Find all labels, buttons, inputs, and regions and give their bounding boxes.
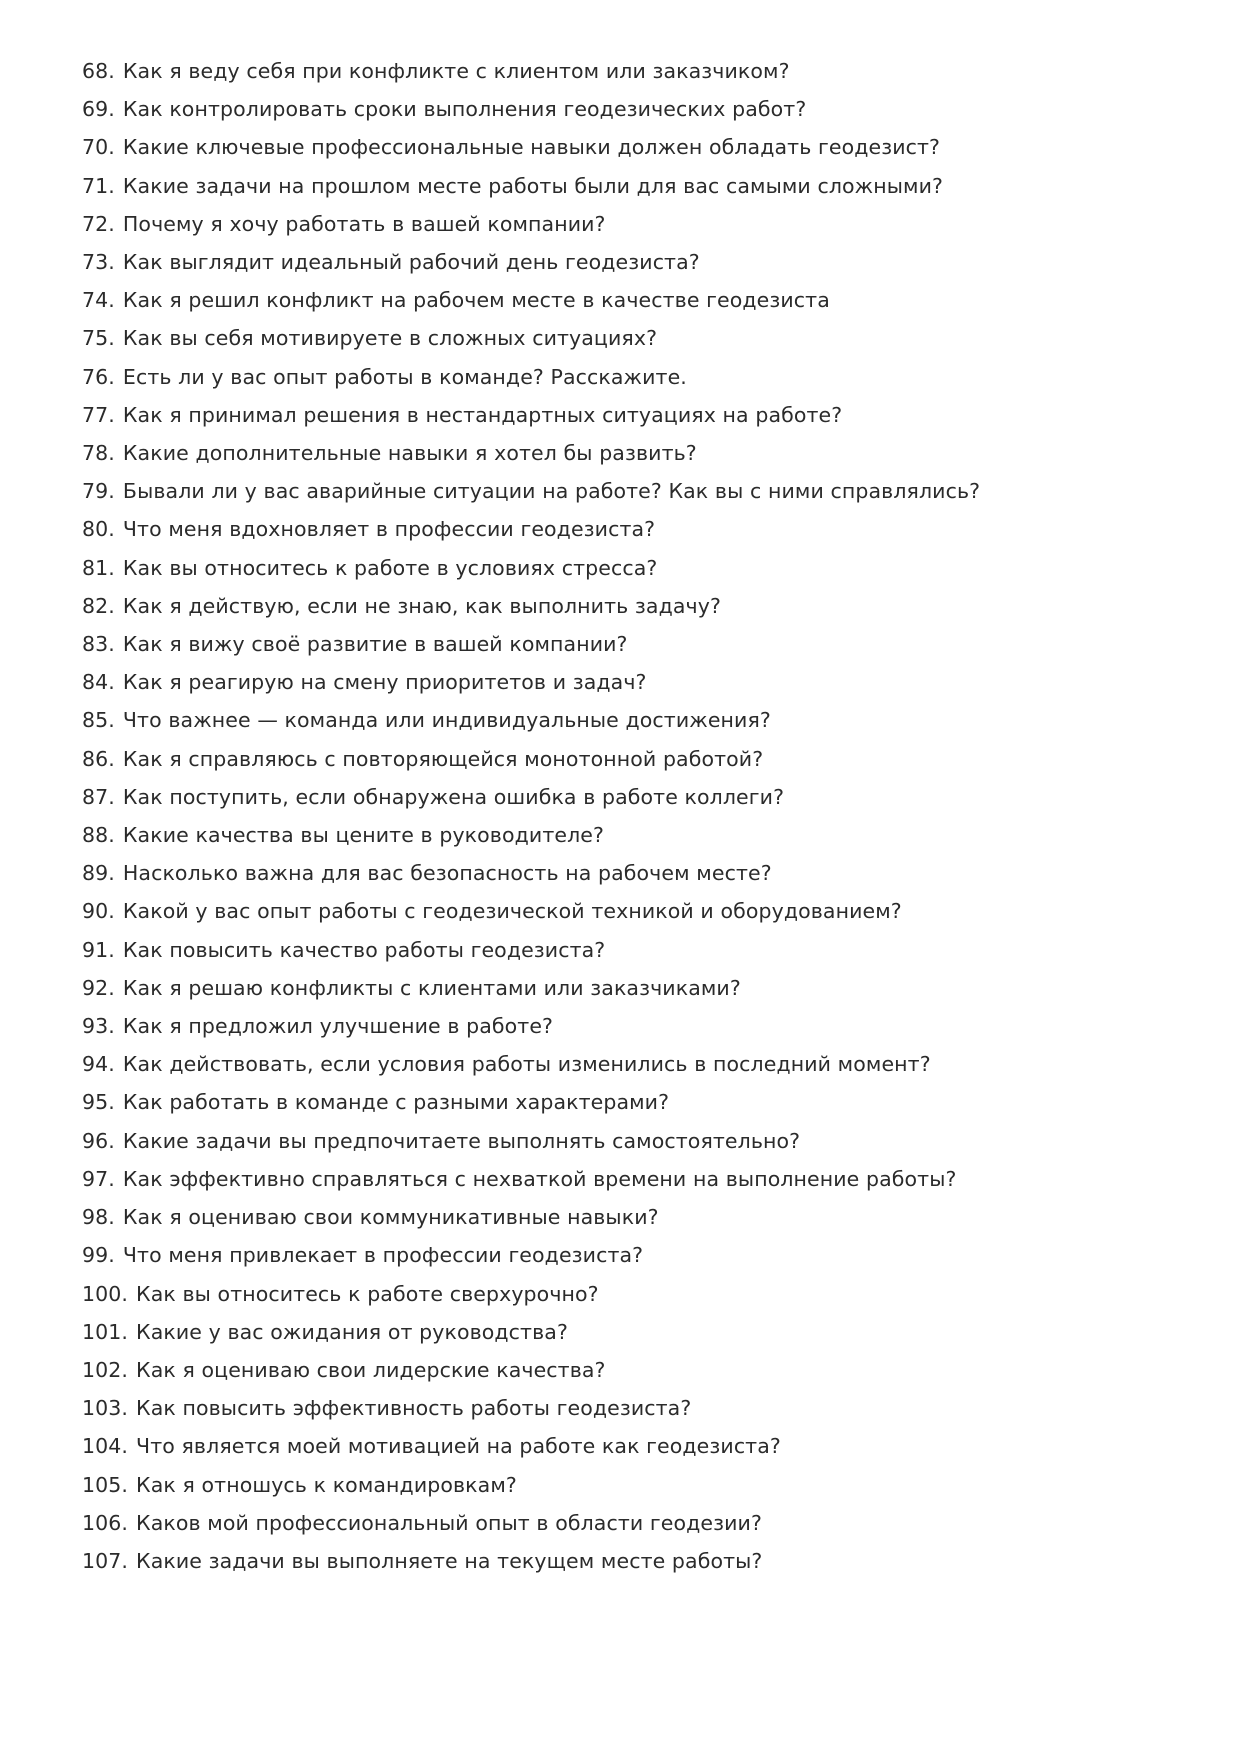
question-item	[82, 1275, 1149, 1313]
question-number: 79.	[82, 479, 115, 504]
question-item	[82, 663, 1149, 701]
question-text: Как работать в команде с разными характерами?	[122, 1090, 670, 1115]
question-number: 85.	[82, 708, 115, 733]
question-item	[82, 549, 1149, 587]
question-number: 98.	[82, 1205, 115, 1230]
question-item	[82, 778, 1149, 816]
question-number: 68.	[82, 59, 115, 83]
question-text: Как я оцениваю свои лидерские качества?	[136, 1357, 606, 1382]
question-number: 94.	[82, 1052, 115, 1077]
question-number: 103.	[82, 1396, 129, 1421]
question-text: Как контролировать сроки выполнения геодезических работ?	[122, 97, 807, 122]
question-number: 89.	[82, 861, 115, 886]
question-text: Как эффективно справляться с нехваткой времени на выполнение работы?	[122, 1166, 957, 1191]
question-text: Как я принимал решения в нестандартных ситуациях на работе?	[122, 402, 843, 427]
question-text: Какие задачи вы предпочитаете выполнять самостоятельно?	[122, 1128, 801, 1153]
question-number: 75.	[82, 326, 115, 351]
question-number: 92.	[82, 975, 115, 1000]
question-number: 93.	[82, 1014, 115, 1039]
question-number: 100.	[82, 1281, 129, 1306]
question-text: Как выглядит идеальный рабочий день геодезиста?	[122, 250, 700, 275]
question-text: Бывали ли у вас аварийные ситуации на работе? Как вы с ними справлялись?	[122, 479, 981, 504]
question-text: Как я действую, если не знаю, как выполнить задачу?	[122, 593, 721, 618]
question-number: 95.	[82, 1090, 115, 1115]
question-item	[82, 1083, 1149, 1121]
question-number: 97.	[82, 1166, 115, 1191]
question-item	[82, 1427, 1149, 1465]
question-text: Есть ли у вас опыт работы в команде? Расскажите.	[122, 364, 687, 389]
question-text: Почему я хочу работать в вашей компании?	[122, 211, 606, 236]
question-text: Как поступить, если обнаружена ошибка в работе коллеги?	[122, 784, 785, 809]
question-item	[82, 358, 1149, 396]
question-number: 70.	[82, 135, 115, 160]
question-item	[82, 816, 1149, 854]
question-number: 107.	[82, 1548, 129, 1573]
question-number: 81.	[82, 555, 115, 580]
question-text: Как я предложил улучшение в работе?	[122, 1014, 554, 1039]
question-number: 73.	[82, 250, 115, 275]
question-text: Как я веду себя при конфликте с клиентом или заказчиком?	[122, 59, 790, 83]
question-item	[82, 1236, 1149, 1274]
question-item	[82, 1313, 1149, 1351]
question-text: Как вы себя мотивируете в сложных ситуациях?	[122, 326, 658, 351]
question-number: 84.	[82, 670, 115, 695]
question-number: 105.	[82, 1472, 129, 1497]
question-text: Как я оцениваю свои коммуникативные навыки?	[122, 1205, 659, 1230]
question-item	[82, 396, 1149, 434]
question-text: Какие задачи на прошлом месте работы были для вас самыми сложными?	[122, 173, 944, 198]
question-item	[82, 1045, 1149, 1083]
question-text: Какие качества вы цените в руководителе?	[122, 823, 604, 848]
question-item	[82, 625, 1149, 663]
question-text: Как повысить качество работы геодезиста?	[122, 937, 606, 962]
question-item	[82, 740, 1149, 778]
question-number: 102.	[82, 1357, 129, 1382]
question-item	[82, 969, 1149, 1007]
question-item	[82, 1504, 1149, 1542]
question-item	[82, 701, 1149, 739]
question-text: Какие задачи вы выполняете на текущем месте работы?	[136, 1548, 763, 1573]
question-item	[82, 931, 1149, 969]
question-item	[82, 1466, 1149, 1504]
question-text: Как я реагирую на смену приоритетов и задач?	[122, 670, 647, 695]
question-text: Как я вижу своё развитие в вашей компании?	[122, 632, 628, 657]
question-number: 71.	[82, 173, 115, 198]
question-text: Какие у вас ожидания от руководства?	[136, 1319, 568, 1344]
question-number: 104.	[82, 1434, 129, 1459]
question-text: Как я справляюсь с повторяющейся монотонной работой?	[122, 746, 764, 771]
question-number: 78.	[82, 441, 115, 466]
question-number: 74.	[82, 288, 115, 313]
question-number: 72.	[82, 211, 115, 236]
question-text: Что важнее — команда или индивидуальные достижения?	[122, 708, 771, 733]
question-text: Как вы относитесь к работе в условиях стресса?	[122, 555, 658, 580]
question-item	[82, 1198, 1149, 1236]
question-text: Какие ключевые профессиональные навыки должен обладать геодезист?	[122, 135, 941, 160]
question-number: 69.	[82, 97, 115, 122]
question-item	[82, 892, 1149, 930]
question-text: Каков мой профессиональный опыт в области геодезии?	[136, 1510, 762, 1535]
question-item	[82, 1389, 1149, 1427]
question-item	[82, 434, 1149, 472]
question-number: 82.	[82, 593, 115, 618]
question-item	[82, 587, 1149, 625]
question-item	[82, 90, 1149, 128]
question-list	[82, 52, 1149, 1580]
question-text: Как я решаю конфликты с клиентами или заказчиками?	[122, 975, 741, 1000]
question-text: Как повысить эффективность работы геодезиста?	[136, 1396, 692, 1421]
question-item	[82, 128, 1149, 166]
question-item	[82, 1351, 1149, 1389]
question-text: Как вы относитесь к работе сверхурочно?	[136, 1281, 599, 1306]
question-number: 86.	[82, 746, 115, 771]
question-text: Как я решил конфликт на рабочем месте в качестве геодезиста	[122, 288, 830, 313]
question-item	[82, 1007, 1149, 1045]
question-item	[82, 319, 1149, 357]
question-item	[82, 1122, 1149, 1160]
question-item	[82, 281, 1149, 319]
question-number: 88.	[82, 823, 115, 848]
question-text: Насколько важна для вас безопасность на рабочем месте?	[122, 861, 772, 886]
question-text: Что меня привлекает в профессии геодезиста?	[122, 1243, 644, 1268]
question-number: 87.	[82, 784, 115, 809]
question-text: Что меня вдохновляет в профессии геодезиста?	[122, 517, 656, 542]
question-number: 99.	[82, 1243, 115, 1268]
question-number: 77.	[82, 402, 115, 427]
question-item	[82, 1160, 1149, 1198]
question-number: 83.	[82, 632, 115, 657]
question-item	[82, 52, 1149, 90]
question-number: 90.	[82, 899, 115, 924]
question-text: Как действовать, если условия работы изменились в последний момент?	[122, 1052, 931, 1077]
question-number: 106.	[82, 1510, 129, 1535]
question-text: Что является моей мотивацией на работе как геодезиста?	[136, 1434, 781, 1459]
question-item	[82, 167, 1149, 205]
question-item	[82, 510, 1149, 548]
question-number: 101.	[82, 1319, 129, 1344]
question-item	[82, 472, 1149, 510]
question-text: Как я отношусь к командировкам?	[136, 1472, 517, 1497]
question-text: Какой у вас опыт работы с геодезической техникой и оборудованием?	[122, 899, 902, 924]
question-number: 76.	[82, 364, 115, 389]
question-item	[82, 854, 1149, 892]
question-item	[82, 1542, 1149, 1580]
question-number: 80.	[82, 517, 115, 542]
question-text: Какие дополнительные навыки я хотел бы развить?	[122, 441, 697, 466]
question-item	[82, 205, 1149, 243]
question-number: 96.	[82, 1128, 115, 1153]
question-number: 91.	[82, 937, 115, 962]
question-item	[82, 243, 1149, 281]
